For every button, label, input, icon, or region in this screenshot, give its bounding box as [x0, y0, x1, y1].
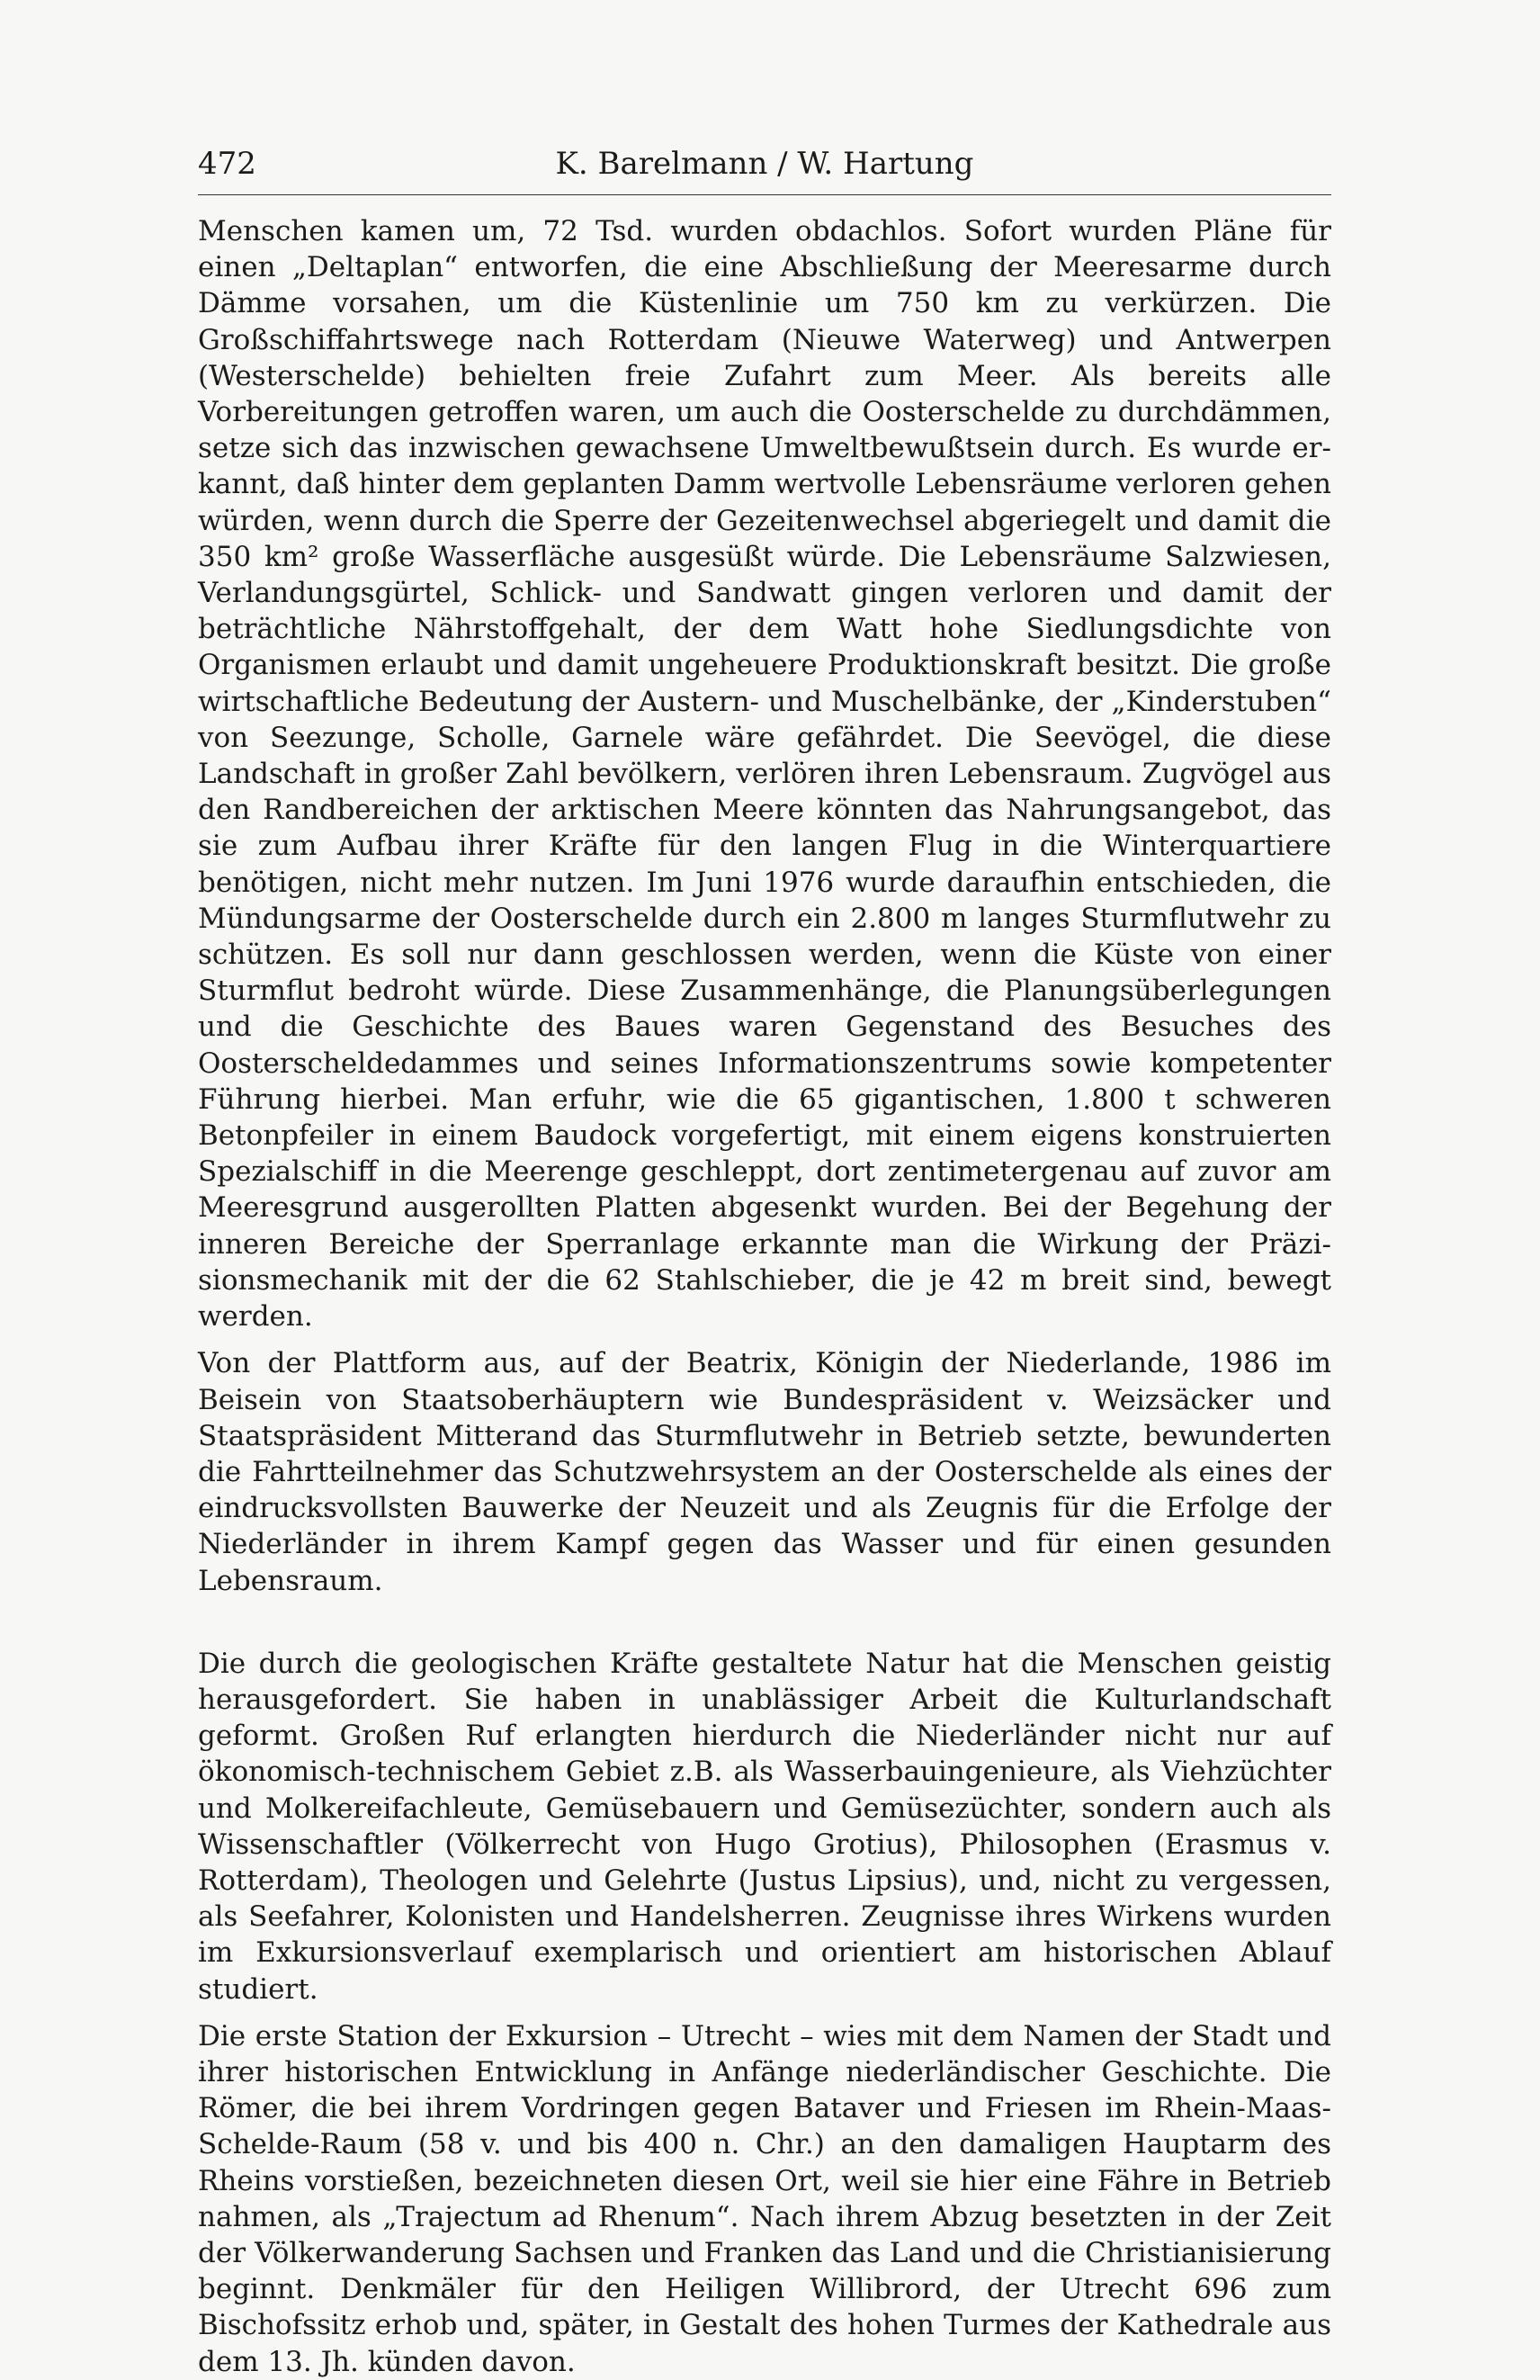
paragraph-kulturlandschaft: Die durch die geologischen Kräfte gestaltete Natur hat die Menschen geistig herausgefordert. Sie haben in unablässiger Arbeit die Kulturlandschaft geformt. Großen Ruf erlangten hierdurch die Niederländer nicht nur auf ökonomisch-technischem Gebiet z.B. als Wasserbauingenieure, als Viehzüchter und Molkereifachleute, Gemüsebauern und Gemüsezüchter, sondern auch als Wissenschaftler (Völkerrecht von Hugo Grotius), Philosophen (Erasmus v. Rotterdam), Theologen und Gelehrte (Justus Lipsius), und, nicht zu vergessen, als Seefahrer, Kolonisten und Handelsherren. Zeugnisse ihres Wirkens wurden im Exkursionsverlauf exemplarisch und orientiert am historischen Ablauf studiert.	[198, 1647, 1331, 2006]
paragraph-deltaplan: Menschen kamen um, 72 Tsd. wurden obdachlos. Sofort wurden Pläne für einen „Deltaplan“ entworfen, die eine Abschließung der Meeresarme durch Dämme vorsahen, um die Küstenlinie um 750 km zu verkürzen. Die Großschiffahrtswege nach Rotterdam (Nieuwe Waterweg) und Antwerpen (Westerschelde) behielten freie Zufahrt zum Meer. Als bereits alle Vorbereitungen getroffen waren, um auch die Oosterschelde zu durchdämmen, setze sich das inzwischen gewachsene Umweltbewußtsein durch. Es wurde erkannt, daß hinter dem geplanten Damm wertvolle Lebensräume verloren gehen würden, wenn durch die Sperre der Gezeitenwechsel abgeriegelt und damit die 350 km² große Wasserfläche ausgesüßt würde. Die Lebensräume Salzwiesen, Verlandungsgürtel, Schlick- und Sandwatt gingen verloren und damit der beträchtliche Nährstoffgehalt, der dem Watt hohe Siedlungsdichte von Organismen erlaubt und damit ungeheuere Produktionskraft besitzt. Die große wirtschaftliche Bedeutung der Austern- und Muschelbänke, der „Kinderstuben“ von Seezunge, Scholle, Garnele wäre gefährdet. Die Seevögel, die diese Landschaft in großer Zahl bevölkern, verlören ihren Lebensraum. Zugvögel aus den Randbereichen der arktischen Meere könnten das Nahrungsangebot, das sie zum Aufbau ihrer Kräfte für den langen Flug in die Winterquartiere benötigen, nicht mehr nutzen. Im Juni 1976 wurde daraufhin entschieden, die Mündungsarme der Oosterschelde durch ein 2.800 m langes Sturmflutwehr zu schützen. Es soll nur dann geschlossen werden, wenn die Küste von einer Sturmflut bedroht würde. Diese Zusammenhänge, die Planungsüberlegungen und die Geschichte des Baues waren Gegenstand des Besuches des Oosterscheldedammes und seines Informationszentrums sowie kompetenter Führung hierbei. Man erfuhr, wie die 65 gigantischen, 1.800 t schweren Betonpfeiler in einem Baudock vorgefertigt, mit einem eigens konstruierten Spezialschiff in die Meerenge geschleppt, dort zentimetergenau auf zuvor am Meeresgrund ausgerollten Platten abgesenkt wurden. Bei der Begehung der inneren Bereiche der Sperranlage erkannte man die Wirkung der Präzisionsmechanik mit der die 62 Stahlschieber, die je 42 m breit sind, bewegt werden.	[198, 215, 1331, 1334]
page-header	[198, 144, 1331, 195]
page-number: 472	[198, 146, 256, 182]
document-page	[198, 144, 1331, 2380]
paragraph-plattform: Von der Plattform aus, auf der Beatrix, Königin der Niederlande, 1986 im Beisein von Staatsoberhäuptern wie Bundespräsident v. Weizsäcker und Staatspräsident Mitterand das Sturmflutwehr in Betrieb setzte, bewunderten die Fahrtteilnehmer das Schutzwehrsystem an der Oosterschelde als eines der eindrucksvollsten Bauwerke der Neuzeit und als Zeugnis für die Erfolge der Niederländer in ihrem Kampf gegen das Wasser und für einen gesunden Lebensraum.	[198, 1347, 1331, 1597]
body-text	[198, 213, 1331, 2380]
running-head: K. Barelmann / W. Hartung	[555, 146, 974, 182]
paragraph-utrecht: Die erste Station der Exkursion – Utrecht – wies mit dem Namen der Stadt und ihrer historischen Entwicklung in Anfänge niederländischer Geschichte. Die Römer, die bei ihrem Vordringen gegen Bataver und Friesen im Rhein-Maas-Schelde-Raum (58 v. und bis 400 n. Chr.) an den damaligen Hauptarm des Rheins vorstießen, bezeichneten diesen Ort, weil sie hier eine Fähre in Betrieb nahmen, als „Trajectum ad Rhenum“. Nach ihrem Abzug besetzten in der Zeit der Völkerwanderung Sachsen und Franken das Land und die Christianisierung beginnt. Denkmäler für den Heiligen Willibrord, der Utrecht 696 zum Bischofssitz erhob und, später, in Gestalt des hohen Turmes der Kathedrale aus dem 13. Jh. künden davon.	[198, 2019, 1331, 2378]
